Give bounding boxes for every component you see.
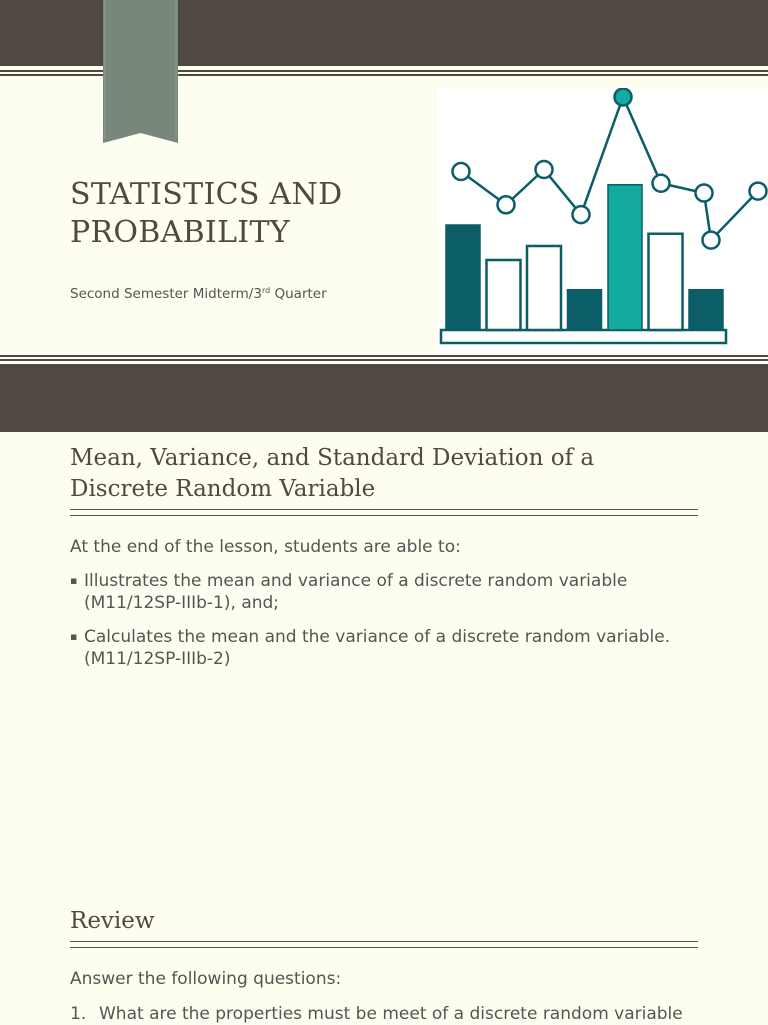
review-intro: Answer the following questions:: [70, 969, 342, 989]
objective-bullet-1: [70, 570, 710, 614]
chart-point: [703, 232, 720, 249]
section-heading-mean-variance: [70, 443, 594, 505]
chart-bar: [568, 290, 602, 330]
bullet-2-line-2: (M11/12SP-IIIb-2): [84, 649, 231, 669]
chart-point: [573, 206, 590, 223]
bullet-square-icon: ▪: [70, 574, 78, 587]
section-heading-review: Review: [70, 908, 155, 934]
page-title: [70, 176, 450, 252]
chart-bar: [689, 290, 723, 330]
bookmark-ribbon: [103, 0, 178, 143]
objective-bullet-2: [70, 626, 710, 670]
question-number: 1.: [70, 1004, 87, 1024]
subtitle-suffix: Quarter: [274, 286, 327, 302]
bullet-1-line-1: Illustrates the mean and variance of a discrete random variable: [84, 571, 628, 591]
subtitle-prefix: Second Semester Midterm/3: [70, 286, 262, 302]
mid-banner: [0, 364, 768, 432]
heading-line-2: Discrete Random Variable: [70, 476, 376, 502]
chart-bar: [649, 234, 683, 330]
chart-point: [653, 175, 670, 192]
chart-point: [696, 185, 713, 202]
review-question-1: [70, 1003, 720, 1025]
mid-rule-1: [0, 355, 768, 357]
bullet-square-icon: ▪: [70, 630, 78, 643]
chart-point: [615, 89, 632, 106]
heading-divider: [70, 509, 698, 516]
chart-bar: [527, 246, 561, 330]
chart-point: [750, 183, 767, 200]
subtitle-ordinal: rd: [261, 286, 271, 295]
subtitle: [70, 286, 327, 302]
chart-bar: [446, 225, 480, 330]
chart-point: [453, 163, 470, 180]
mid-rule-2: [0, 359, 768, 361]
objectives-intro: At the end of the lesson, students are able to:: [70, 537, 461, 557]
bullet-1-line-2: (M11/12SP-IIIb-1), and;: [84, 593, 280, 613]
chart-illustration: [438, 88, 768, 352]
title-line-2: PROBABILITY: [70, 215, 290, 250]
chart-base: [441, 330, 726, 343]
chart-point: [498, 196, 515, 213]
chart-bar: [608, 185, 642, 330]
heading-line-1: Mean, Variance, and Standard Deviation of a: [70, 445, 595, 471]
chart-bar: [487, 260, 521, 330]
review-divider: [70, 941, 698, 948]
bullet-2-line-1: Calculates the mean and the variance of a discrete random variable.: [84, 627, 671, 647]
chart-point: [536, 161, 553, 178]
question-text: What are the properties must be meet of a discrete random variable: [99, 1004, 683, 1024]
title-line-1: STATISTICS AND: [70, 177, 343, 212]
